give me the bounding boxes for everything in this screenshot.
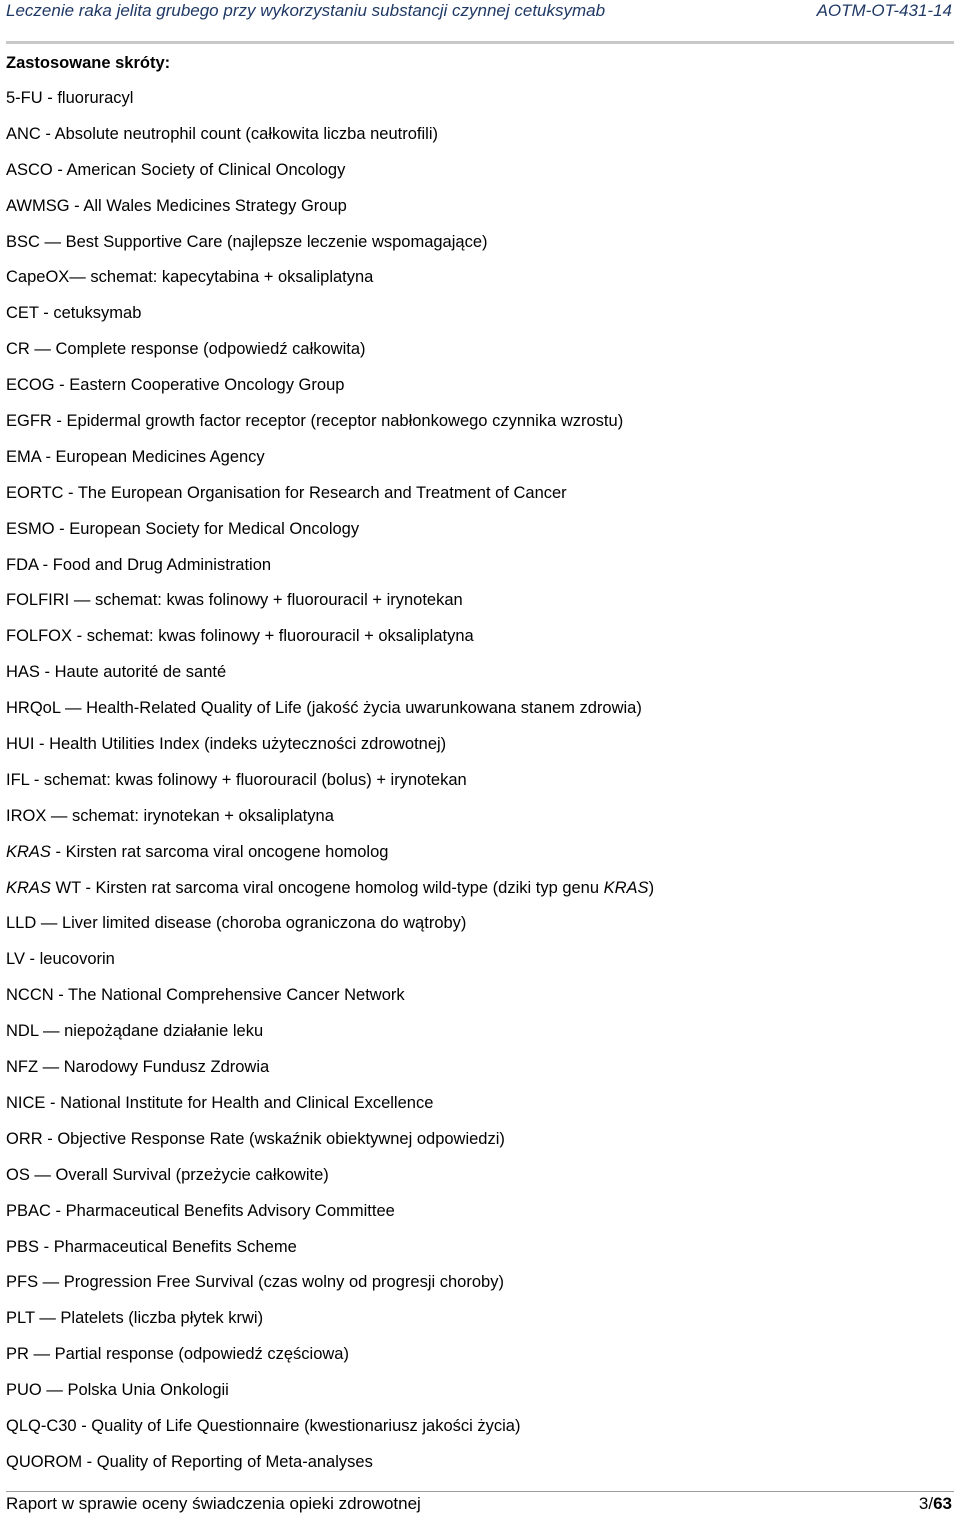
abbreviation-item xyxy=(6,265,954,301)
abbreviation-separator: - xyxy=(42,1129,58,1148)
abbreviation-definition: schemat: kwas folinowy + fluorouracil + irynotekan xyxy=(94,591,463,610)
abbreviation-item xyxy=(6,1019,954,1055)
abbreviation-separator: - xyxy=(54,376,70,395)
abbreviation-definition: Platelets (liczba płytek krwi) xyxy=(60,1309,264,1328)
abbreviation-definition: Polska Unia Onkologii xyxy=(67,1381,229,1400)
abbreviation-term: PLT xyxy=(6,1309,35,1328)
abbreviation-definition: All Wales Medicines Strategy Group xyxy=(83,196,347,215)
abbreviation-separator: — xyxy=(38,1022,65,1041)
abbreviation-definition: Health-Related Quality of Life (jakość życia uwarunkowana stanem zdrowia) xyxy=(86,699,642,718)
abbreviation-term: PR xyxy=(6,1345,29,1364)
abbreviation-item xyxy=(6,732,954,768)
page-content xyxy=(6,50,954,1486)
abbreviation-term: LV xyxy=(6,950,25,969)
abbreviation-definition: Quality of Life Questionnaire (kwestionariusz jakości życia) xyxy=(91,1416,521,1435)
page-current: 3 xyxy=(918,1494,929,1513)
abbreviation-term: PBS xyxy=(6,1237,40,1256)
abbreviation-item xyxy=(6,768,954,804)
abbreviation-term: ANC xyxy=(6,124,41,143)
abbreviation-item xyxy=(6,517,954,553)
abbreviation-term: QLQ-C30 xyxy=(6,1416,77,1435)
abbreviation-item xyxy=(6,1378,954,1414)
abbreviation-definition: The National Comprehensive Cancer Network xyxy=(68,986,405,1005)
abbreviation-term: PFS xyxy=(6,1273,39,1292)
page-footer xyxy=(6,1478,954,1514)
abbreviation-definition: European Society for Medical Oncology xyxy=(69,519,360,538)
abbreviation-definition: Haute autorité de santé xyxy=(54,663,227,682)
abbreviation-term: IFL xyxy=(6,770,30,789)
abbreviation-item xyxy=(6,194,954,230)
abbreviation-separator: — xyxy=(60,699,87,718)
abbreviation-item xyxy=(6,1091,954,1127)
abbreviation-separator: - xyxy=(52,160,67,179)
abbreviation-definition: Eastern Cooperative Oncology Group xyxy=(69,376,345,395)
abbreviation-separator: - xyxy=(42,89,58,107)
abbreviation-separator: - xyxy=(53,986,69,1005)
abbreviation-item xyxy=(6,1342,954,1378)
abbreviation-definition-tail: ) xyxy=(648,878,655,897)
abbreviation-separator: - xyxy=(45,1093,61,1112)
abbreviation-definition: Kirsten rat sarcoma viral oncogene homolog xyxy=(65,842,389,861)
abbreviation-definition: Pharmaceutical Benefits Advisory Committee xyxy=(65,1201,395,1220)
abbreviation-definition: Pharmaceutical Benefits Scheme xyxy=(53,1237,297,1256)
abbreviation-item xyxy=(6,696,954,732)
abbreviation-item xyxy=(6,624,954,660)
abbreviation-definition-italic: KRAS xyxy=(603,878,649,897)
abbreviation-separator: — xyxy=(39,232,66,251)
abbreviation-separator: - xyxy=(51,412,67,431)
abbreviation-item xyxy=(6,840,954,876)
abbreviation-definition: Narodowy Fundusz Zdrowia xyxy=(63,1058,270,1077)
footer-divider xyxy=(6,1491,954,1492)
abbreviation-item xyxy=(6,409,954,445)
abbreviation-item xyxy=(6,588,954,624)
abbreviation-definition: fluoruracyl xyxy=(57,89,134,107)
abbreviation-separator: — xyxy=(29,340,56,359)
abbreviation-term: FDA xyxy=(6,555,39,574)
abbreviation-item xyxy=(6,983,954,1019)
abbreviation-definition: Complete response (odpowiedź całkowita) xyxy=(55,340,366,359)
abbreviation-separator: - xyxy=(50,1201,66,1220)
abbreviation-separator: WT - xyxy=(50,878,96,897)
abbreviation-item xyxy=(6,301,954,337)
abbreviation-item xyxy=(6,1127,954,1163)
abbreviation-definition: schemat: kapecytabina + oksaliplatyna xyxy=(90,268,374,287)
abbreviation-term: KRAS xyxy=(6,878,51,897)
abbreviation-definition: niepożądane działanie leku xyxy=(64,1022,264,1041)
abbreviation-separator: - xyxy=(40,124,55,143)
abbreviation-item xyxy=(6,1270,954,1306)
abbreviation-item xyxy=(6,660,954,696)
abbreviation-item xyxy=(6,481,954,517)
abbreviation-separator: - xyxy=(38,304,54,323)
abbreviation-item xyxy=(6,876,954,912)
abbreviation-definition: Overall Survival (przeżycie całkowite) xyxy=(55,1165,329,1184)
abbreviation-separator: - xyxy=(50,842,66,861)
abbreviation-item xyxy=(6,86,954,122)
abbreviation-term: NDL xyxy=(6,1022,39,1041)
abbreviation-separator: - xyxy=(69,196,84,215)
abbreviation-item xyxy=(6,1055,954,1091)
abbreviation-definition: Kirsten rat sarcoma viral oncogene homolog wild-type (dziki typ genu xyxy=(95,878,604,897)
abbreviation-separator: - xyxy=(29,770,44,789)
abbreviation-term: 5-FU xyxy=(6,89,43,107)
abbreviation-term: HUI xyxy=(6,735,35,754)
abbreviation-term: PUO xyxy=(6,1381,42,1400)
abbreviation-separator: — xyxy=(29,1165,56,1184)
abbreviation-definition: European Medicines Agency xyxy=(55,447,265,466)
abbreviation-definition: Epidermal growth factor receptor (receptor nabłonkowego czynnika wzrostu) xyxy=(66,412,624,431)
abbreviation-definition: schemat: irynotekan + oksaliplatyna xyxy=(72,806,334,825)
page-header xyxy=(6,0,954,36)
abbreviation-separator: - xyxy=(39,1237,54,1256)
abbreviation-separator: — xyxy=(41,1381,68,1400)
section-title: Zastosowane skróty: xyxy=(6,54,171,72)
abbreviation-term: KRAS xyxy=(6,842,51,861)
abbreviation-separator: - xyxy=(72,627,87,646)
abbreviation-term: EMA xyxy=(6,447,41,466)
abbreviation-term: FOLFIRI xyxy=(6,591,70,610)
abbreviation-term: HRQoL xyxy=(6,699,61,718)
abbreviation-term: OS xyxy=(6,1165,30,1184)
abbreviation-term: HAS xyxy=(6,663,40,682)
abbreviation-definition: schemat: kwas folinowy + fluorouracil + oksaliplatyna xyxy=(86,627,474,646)
abbreviation-separator: - xyxy=(38,555,53,574)
abbreviation-term: AWMSG xyxy=(6,196,70,215)
abbreviation-item xyxy=(6,1163,954,1199)
abbreviation-term: ASCO xyxy=(6,160,53,179)
abbreviation-item xyxy=(6,947,954,983)
abbreviation-definition: National Institute for Health and Clinical Excellence xyxy=(60,1093,434,1112)
abbreviation-definition: cetuksymab xyxy=(53,304,142,323)
abbreviation-definition: American Society of Clinical Oncology xyxy=(66,160,346,179)
abbreviation-definition: schemat: kwas folinowy + fluorouracil (bolus) + irynotekan xyxy=(43,770,467,789)
abbreviation-definition: Liver limited disease (choroba ograniczona do wątroby) xyxy=(61,914,467,933)
abbreviation-term: ECOG xyxy=(6,376,55,395)
abbreviation-item xyxy=(6,337,954,373)
footer-report-title: Raport w sprawie oceny świadczenia opieki zdrowotnej xyxy=(6,1494,421,1513)
abbreviation-separator: — xyxy=(38,1273,64,1292)
abbreviation-term: QUOROM xyxy=(6,1452,83,1471)
abbreviation-item xyxy=(6,445,954,481)
abbreviation-definition: Objective Response Rate (wskaźnik obiektywnej odpowiedzi) xyxy=(57,1129,505,1148)
abbreviation-item xyxy=(6,230,954,266)
abbreviation-definition: Best Supportive Care (najlepsze leczenie wspomagające) xyxy=(65,232,488,251)
abbreviation-term: NICE xyxy=(6,1093,46,1112)
abbreviation-item xyxy=(6,122,954,158)
abbreviation-separator: - xyxy=(40,447,56,466)
abbreviation-term: LLD xyxy=(6,914,37,933)
abbreviation-definition: leucovorin xyxy=(39,950,115,969)
abbreviation-item xyxy=(6,373,954,409)
abbreviation-term: PBAC xyxy=(6,1201,51,1220)
abbreviation-item xyxy=(6,1414,954,1450)
abbreviation-separator: - xyxy=(34,735,50,754)
header-document-code: AOTM-OT-431-14 xyxy=(816,1,952,20)
abbreviation-term: EGFR xyxy=(6,412,52,431)
abbreviation-separator: — xyxy=(69,268,91,287)
abbreviation-term: FOLFOX xyxy=(6,627,73,646)
abbreviation-definition: Health Utilities Index (indeks użyteczności zdrowotnej) xyxy=(49,735,447,754)
abbreviation-separator: — xyxy=(38,1058,64,1077)
abbreviation-term: CET xyxy=(6,304,39,323)
abbreviation-term: EORTC xyxy=(6,483,64,502)
abbreviation-separator: - xyxy=(54,519,70,538)
abbreviation-definition: Food and Drug Administration xyxy=(52,555,272,574)
header-divider xyxy=(6,41,954,44)
abbreviation-definition: The European Organisation for Research and Treatment of Cancer xyxy=(77,483,567,502)
abbreviation-separator: — xyxy=(46,806,73,825)
abbreviation-definition: Quality of Reporting of Meta-analyses xyxy=(96,1452,373,1471)
abbreviation-term: IROX xyxy=(6,806,47,825)
page-separator: / xyxy=(928,1494,934,1513)
abbreviation-separator: - xyxy=(76,1416,92,1435)
abbreviation-definition: Absolute neutrophil count (całkowita liczba neutrofili) xyxy=(54,124,438,143)
abbreviation-separator: — xyxy=(28,1345,55,1364)
header-title: Leczenie raka jelita grubego przy wykorzystaniu substancji czynnej cetuksymab xyxy=(6,1,606,20)
abbreviation-separator: — xyxy=(34,1309,61,1328)
abbreviation-item xyxy=(6,1235,954,1271)
abbreviation-term: CapeOX xyxy=(6,268,70,287)
abbreviation-item xyxy=(6,804,954,840)
abbreviation-separator: - xyxy=(39,663,55,682)
abbreviation-term: ORR xyxy=(6,1129,43,1148)
abbreviation-term: NCCN xyxy=(6,986,54,1005)
abbreviation-separator: - xyxy=(24,950,40,969)
abbreviation-term: ESMO xyxy=(6,519,55,538)
abbreviation-item xyxy=(6,158,954,194)
abbreviation-separator: — xyxy=(36,914,62,933)
abbreviation-separator: - xyxy=(82,1452,97,1471)
abbreviation-item xyxy=(6,553,954,589)
abbreviation-item xyxy=(6,911,954,947)
abbreviation-list xyxy=(6,86,954,1486)
abbreviation-term: BSC xyxy=(6,232,40,251)
abbreviation-separator: - xyxy=(63,483,78,502)
abbreviation-definition: Partial response (odpowiedź częściowa) xyxy=(54,1345,349,1364)
abbreviation-item xyxy=(6,1199,954,1235)
abbreviation-separator: — xyxy=(69,591,95,610)
abbreviation-item xyxy=(6,1306,954,1342)
abbreviation-term: NFZ xyxy=(6,1058,39,1077)
page-total: 63 xyxy=(933,1494,952,1513)
abbreviation-term: CR xyxy=(6,340,30,359)
abbreviation-definition: Progression Free Survival (czas wolny od progresji choroby) xyxy=(63,1273,504,1292)
page-number xyxy=(919,1494,952,1514)
